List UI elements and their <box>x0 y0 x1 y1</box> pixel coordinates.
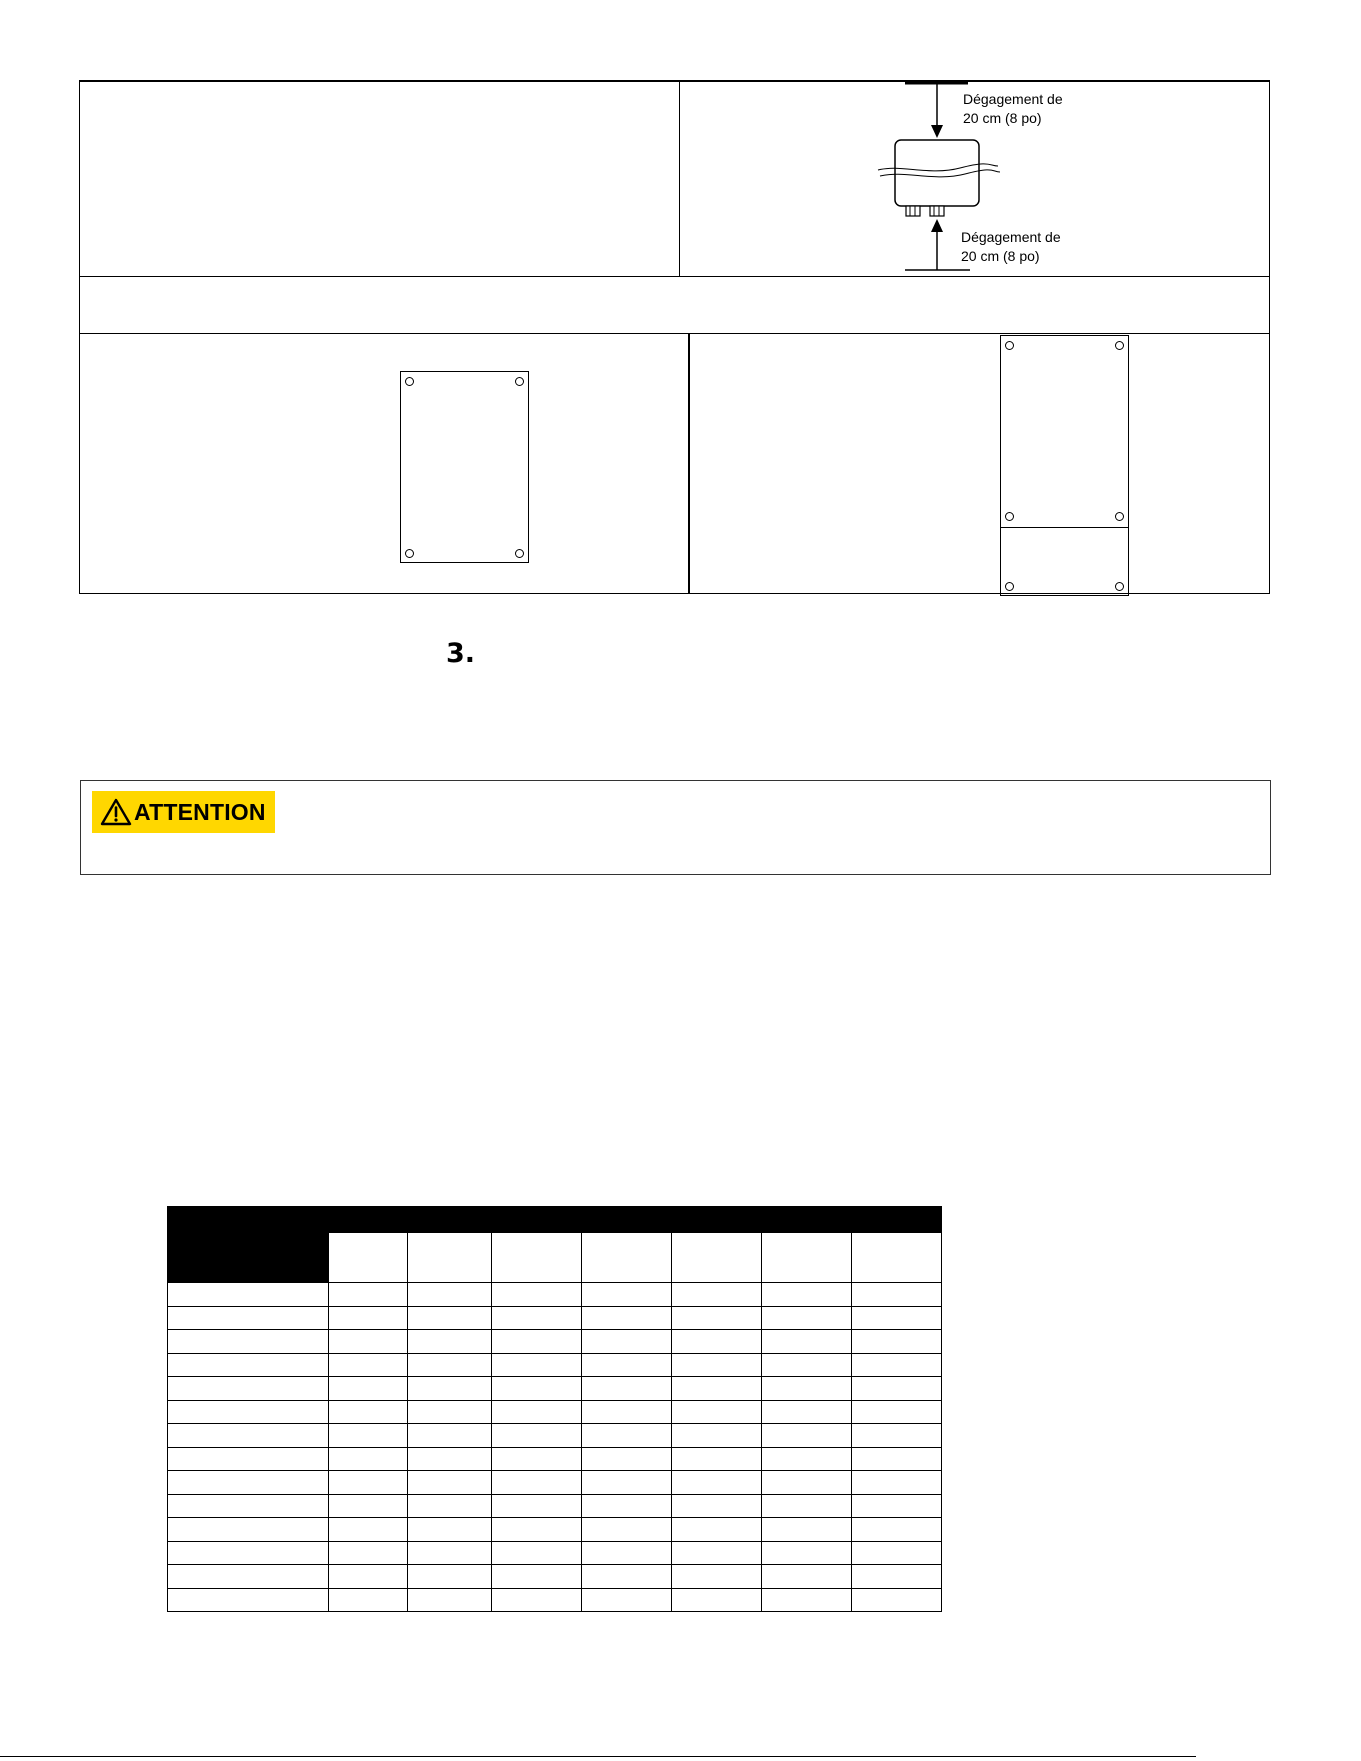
table-cell <box>408 1447 492 1471</box>
table-cell <box>672 1330 762 1354</box>
table-row <box>168 1565 942 1589</box>
table-cell <box>582 1471 672 1495</box>
table-cell <box>492 1494 582 1518</box>
table-cell <box>852 1353 942 1377</box>
table-cell <box>582 1330 672 1354</box>
table-cell <box>408 1400 492 1424</box>
table-cell <box>672 1306 762 1330</box>
table-header-row <box>168 1207 942 1233</box>
table-cell <box>329 1400 408 1424</box>
table-cell <box>852 1447 942 1471</box>
clearance-top-line2: 20 cm (8 po) <box>963 110 1042 126</box>
table-cell <box>762 1494 852 1518</box>
table-cell <box>762 1565 852 1589</box>
table-cell <box>168 1306 329 1330</box>
table-cell <box>852 1494 942 1518</box>
figure-left-border <box>79 80 80 593</box>
table-cell <box>492 1541 582 1565</box>
table-cell <box>168 1424 329 1448</box>
table-cell <box>408 1494 492 1518</box>
mounting-hole-icon <box>1005 512 1014 521</box>
clearance-top-line1: Dégagement de <box>963 91 1063 107</box>
table-cell <box>672 1424 762 1448</box>
table-cell <box>168 1518 329 1542</box>
figure-bottom-divider <box>688 333 690 593</box>
table-cell <box>492 1471 582 1495</box>
figure-row-separator-1 <box>79 276 1270 277</box>
table-cell <box>329 1353 408 1377</box>
table-cell <box>329 1588 408 1612</box>
attention-box <box>80 780 1271 875</box>
step-number: 3. <box>446 638 476 669</box>
table-cell <box>852 1424 942 1448</box>
table-cell <box>329 1541 408 1565</box>
table-cell <box>408 1283 492 1307</box>
table-cell <box>492 1447 582 1471</box>
table-header-cell <box>329 1207 942 1233</box>
table-row <box>168 1541 942 1565</box>
table-cell <box>168 1330 329 1354</box>
table-cell <box>329 1447 408 1471</box>
table-cell <box>762 1377 852 1401</box>
table-cell <box>582 1283 672 1307</box>
table-cell <box>762 1541 852 1565</box>
table-header-cell <box>408 1233 492 1283</box>
table-cell <box>168 1565 329 1589</box>
table-cell <box>329 1565 408 1589</box>
table-cell <box>408 1306 492 1330</box>
table-cell <box>492 1565 582 1589</box>
table-cell <box>762 1330 852 1354</box>
table-row <box>168 1353 942 1377</box>
table-header-cell <box>329 1233 408 1283</box>
table-cell <box>408 1565 492 1589</box>
mounting-template-double <box>1000 335 1129 596</box>
table-cell <box>492 1283 582 1307</box>
table-cell <box>168 1283 329 1307</box>
table-cell <box>168 1588 329 1612</box>
page-bottom-rule <box>0 1756 1196 1757</box>
mounting-template-single <box>400 371 529 563</box>
attention-label: ATTENTION <box>134 798 266 825</box>
table-cell <box>672 1494 762 1518</box>
table-cell <box>408 1541 492 1565</box>
table-cell <box>329 1494 408 1518</box>
table-cell <box>329 1471 408 1495</box>
table-cell <box>582 1494 672 1518</box>
mounting-hole-icon <box>515 377 524 386</box>
table-cell <box>582 1306 672 1330</box>
table-cell <box>762 1588 852 1612</box>
table-cell <box>168 1377 329 1401</box>
table-cell <box>329 1424 408 1448</box>
clearance-top-label <box>963 90 1063 128</box>
clearance-bottom-label <box>961 228 1061 266</box>
table-cell <box>329 1518 408 1542</box>
table-row <box>168 1471 942 1495</box>
table-cell <box>329 1306 408 1330</box>
template-section-divider <box>1001 527 1128 528</box>
table-cell <box>582 1377 672 1401</box>
table-cell <box>168 1447 329 1471</box>
table-cell <box>168 1400 329 1424</box>
table-cell <box>672 1447 762 1471</box>
table-header-cell <box>762 1233 852 1283</box>
table-cell <box>168 1353 329 1377</box>
table-cell <box>492 1424 582 1448</box>
table-cell <box>672 1588 762 1612</box>
table-cell <box>582 1541 672 1565</box>
table-row <box>168 1588 942 1612</box>
table-cell <box>852 1400 942 1424</box>
table-cell <box>762 1424 852 1448</box>
table-cell <box>582 1588 672 1612</box>
table-row <box>168 1377 942 1401</box>
table-cell <box>492 1400 582 1424</box>
table-cell <box>408 1588 492 1612</box>
mounting-hole-icon <box>1115 512 1124 521</box>
table-cell <box>672 1518 762 1542</box>
table-cell <box>492 1353 582 1377</box>
figure-row-separator-2 <box>79 333 1270 334</box>
table-cell <box>762 1283 852 1307</box>
table-cell <box>492 1518 582 1542</box>
table-cell <box>582 1447 672 1471</box>
table-cell <box>852 1330 942 1354</box>
mounting-hole-icon <box>405 377 414 386</box>
table-cell <box>852 1565 942 1589</box>
table-cell <box>492 1330 582 1354</box>
mounting-hole-icon <box>515 549 524 558</box>
table-header-cell <box>492 1233 582 1283</box>
figure-top-divider <box>679 80 680 276</box>
table-cell <box>582 1565 672 1589</box>
mounting-hole-icon <box>405 549 414 558</box>
table-cell <box>408 1424 492 1448</box>
table-cell <box>672 1541 762 1565</box>
table-cell <box>762 1471 852 1495</box>
clearance-bottom-line2: 20 cm (8 po) <box>961 248 1040 264</box>
table-row <box>168 1330 942 1354</box>
table-row <box>168 1518 942 1542</box>
table-cell <box>672 1377 762 1401</box>
mounting-hole-icon <box>1005 582 1014 591</box>
table-cell <box>672 1353 762 1377</box>
table-cell <box>408 1353 492 1377</box>
table-cell <box>852 1541 942 1565</box>
table-cell <box>329 1377 408 1401</box>
table-cell <box>408 1471 492 1495</box>
figure-right-border <box>1269 80 1270 593</box>
mounting-hole-icon <box>1115 341 1124 350</box>
table-cell <box>582 1353 672 1377</box>
table-cell <box>852 1377 942 1401</box>
table-cell <box>672 1400 762 1424</box>
table-cell <box>408 1330 492 1354</box>
table-cell <box>852 1518 942 1542</box>
table-cell <box>329 1283 408 1307</box>
table-cell <box>492 1306 582 1330</box>
table-cell <box>762 1353 852 1377</box>
table-header-cell <box>582 1233 672 1283</box>
table-cell <box>408 1377 492 1401</box>
table-cell <box>492 1588 582 1612</box>
mounting-hole-icon <box>1005 341 1014 350</box>
table-cell <box>168 1471 329 1495</box>
table-cell <box>762 1518 852 1542</box>
table-cell <box>582 1424 672 1448</box>
table-cell <box>672 1565 762 1589</box>
table-cell <box>168 1541 329 1565</box>
table-cell <box>762 1400 852 1424</box>
figure-top-rule <box>79 80 1270 82</box>
table-cell <box>582 1400 672 1424</box>
table-row <box>168 1306 942 1330</box>
table-cell <box>852 1306 942 1330</box>
clearance-bottom-line1: Dégagement de <box>961 229 1061 245</box>
table-row <box>168 1283 942 1307</box>
table-cell <box>582 1518 672 1542</box>
table-row <box>168 1494 942 1518</box>
table-body <box>168 1283 942 1612</box>
table-cell <box>762 1306 852 1330</box>
table-cell <box>492 1377 582 1401</box>
table-cell <box>408 1518 492 1542</box>
table-cell <box>852 1283 942 1307</box>
table-header-cell <box>852 1233 942 1283</box>
table-cell <box>852 1471 942 1495</box>
table-cell <box>168 1494 329 1518</box>
table-row <box>168 1424 942 1448</box>
table-cell <box>672 1283 762 1307</box>
table-cell <box>852 1588 942 1612</box>
attention-badge <box>92 791 275 833</box>
table-cell <box>329 1330 408 1354</box>
table-row <box>168 1447 942 1471</box>
table-header-cell <box>168 1207 329 1283</box>
warning-triangle-icon <box>100 798 132 826</box>
table-cell <box>762 1447 852 1471</box>
table-header-cell <box>672 1233 762 1283</box>
mounting-hole-icon <box>1115 582 1124 591</box>
data-table <box>167 1206 942 1612</box>
table-cell <box>672 1471 762 1495</box>
table-row <box>168 1400 942 1424</box>
